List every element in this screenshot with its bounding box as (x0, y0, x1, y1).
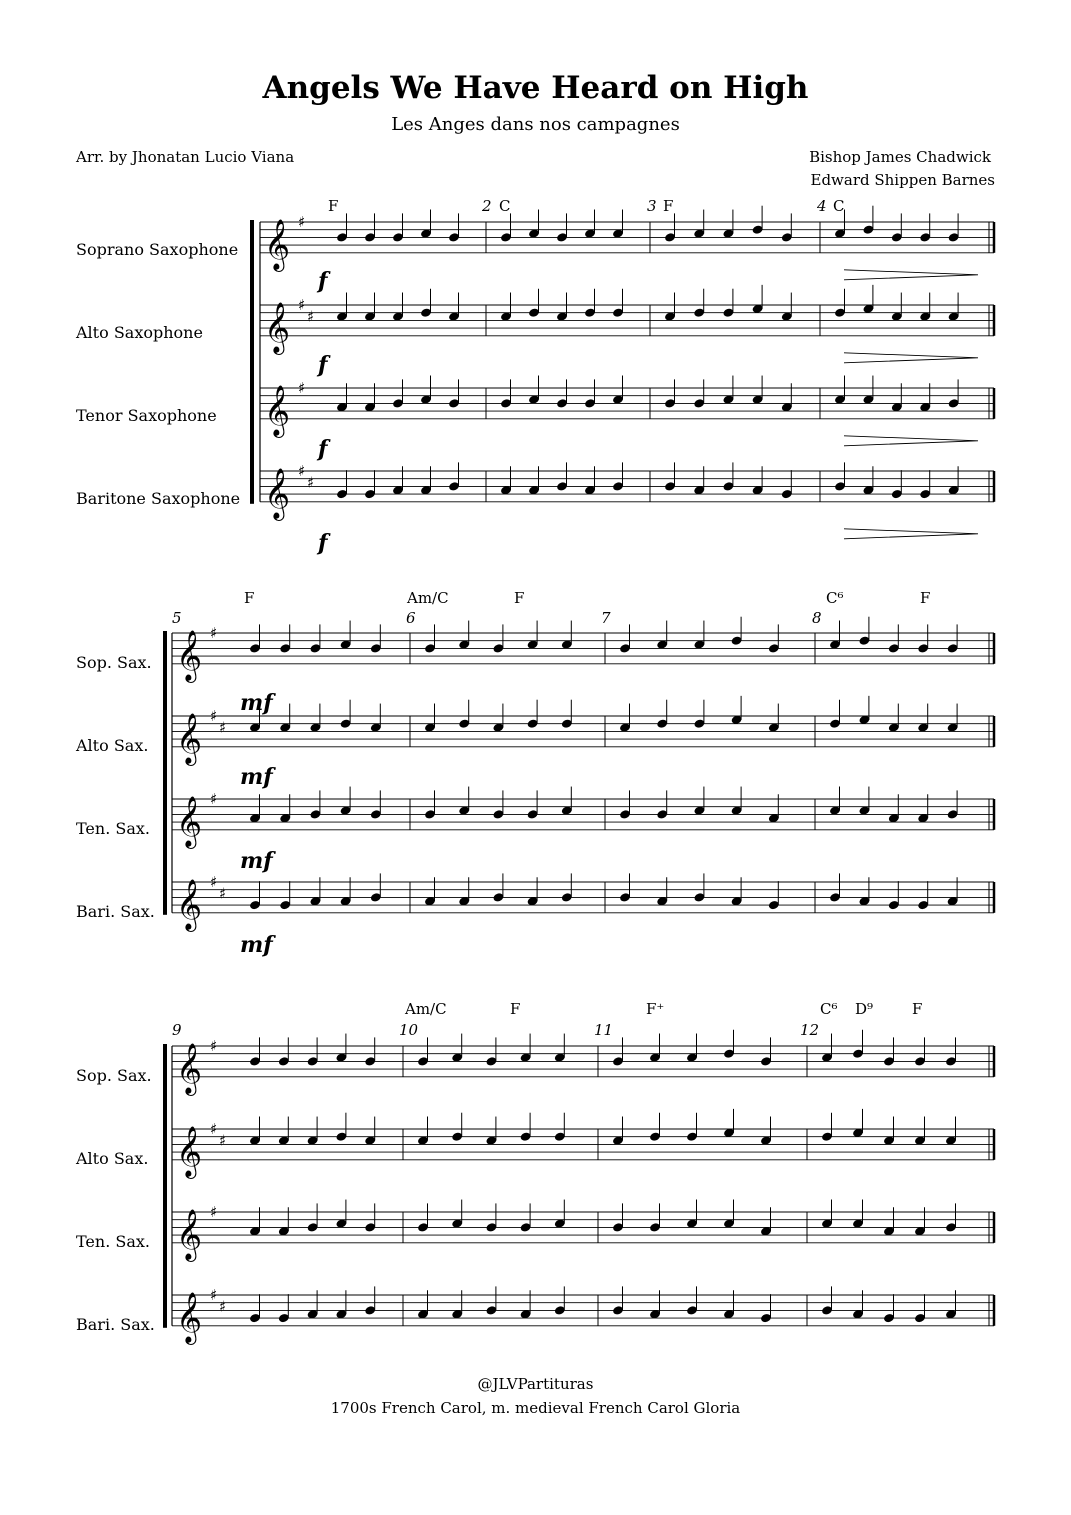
treble-clef-icon: 𝄞 (176, 878, 203, 930)
sharp-icon: ♯ (219, 1297, 227, 1316)
sharp-icon: ♯ (298, 296, 306, 314)
sharp-icon: ♯ (210, 707, 218, 725)
system-bracket (163, 631, 167, 915)
chord-symbol: F (912, 1000, 923, 1018)
measure-number: 3 (647, 197, 657, 215)
sharp-icon: ♯ (210, 624, 218, 642)
score-title: Angels We Have Heard on High (262, 70, 809, 106)
treble-clef-icon: 𝄞 (264, 467, 291, 519)
dynamic-marking: mf (240, 932, 273, 958)
system-bracket (250, 220, 254, 504)
sharp-icon: ♯ (298, 462, 306, 480)
dynamic-marking: f (318, 352, 328, 378)
sharp-icon: ♯ (210, 1120, 218, 1138)
sharp-icon: ♯ (210, 1037, 218, 1055)
chord-symbol: D⁹ (855, 1000, 874, 1018)
composer-credit-2: Edward Shippen Barnes (810, 171, 995, 189)
sharp-icon: ♯ (307, 307, 315, 326)
instrument-label-tenor: Ten. Sax. (76, 1232, 150, 1251)
instrument-label-baritone: Bari. Sax. (76, 902, 155, 921)
treble-clef-icon: 𝄞 (176, 1125, 203, 1177)
measure-number: 5 (172, 609, 182, 627)
chord-symbol: F (510, 1000, 521, 1018)
sharp-icon: ♯ (210, 1203, 218, 1221)
measure-number: 10 (399, 1021, 419, 1039)
chord-symbol: F (328, 197, 339, 215)
treble-clef-icon: 𝄞 (176, 1208, 203, 1260)
measure-number: 8 (812, 609, 822, 627)
chord-symbol: F (244, 589, 255, 607)
treble-clef-icon: 𝄞 (176, 1291, 203, 1343)
instrument-label-alto: Alto Sax. (76, 736, 149, 755)
footer-credit: @JLVPartituras (477, 1375, 594, 1393)
chord-symbol: F⁺ (646, 1000, 665, 1018)
sharp-icon: ♯ (219, 884, 227, 903)
treble-clef-icon: 𝄞 (176, 712, 203, 764)
instrument-label-alto: Alto Sax. (76, 1149, 149, 1168)
measure-number: 2 (482, 197, 492, 215)
instrument-label-soprano: Sop. Sax. (76, 653, 152, 672)
treble-clef-icon: 𝄞 (176, 1042, 203, 1094)
measure-number: 4 (817, 197, 827, 215)
score-subtitle: Les Anges dans nos campagnes (391, 114, 680, 135)
dynamic-marking: mf (240, 690, 273, 716)
chord-symbol: Am/C (405, 1000, 447, 1018)
treble-clef-icon: 𝄞 (176, 795, 203, 847)
decrescendo-hairpin (844, 270, 978, 280)
instrument-label-soprano: Soprano Saxophone (76, 240, 239, 259)
measure-number: 11 (594, 1021, 614, 1039)
treble-clef-icon: 𝄞 (264, 384, 291, 436)
sharp-icon: ♯ (298, 213, 306, 231)
arranger-credit: Arr. by Jhonatan Lucio Viana (76, 148, 295, 166)
measure-number: 12 (800, 1021, 820, 1039)
sharp-icon: ♯ (219, 1131, 227, 1150)
measure-number: 9 (172, 1021, 182, 1039)
chord-symbol: F (663, 197, 674, 215)
instrument-label-tenor: Tenor Saxophone (76, 406, 217, 425)
chord-symbol: F (514, 589, 525, 607)
chord-symbol: C (833, 197, 845, 215)
chord-symbol: Am/C (407, 589, 449, 607)
instrument-label-baritone: Bari. Sax. (76, 1315, 155, 1334)
instrument-label-soprano: Sop. Sax. (76, 1066, 152, 1085)
measure-number: 7 (601, 609, 611, 627)
dynamic-marking: f (318, 436, 328, 462)
instrument-label-baritone: Baritone Saxophone (76, 489, 241, 508)
decrescendo-hairpin (844, 529, 978, 539)
instrument-label-tenor: Ten. Sax. (76, 819, 150, 838)
chord-symbol: C⁶ (826, 589, 844, 607)
measure-number: 6 (406, 609, 416, 627)
decrescendo-hairpin (844, 436, 978, 446)
dynamic-marking: f (318, 268, 328, 294)
decrescendo-hairpin (844, 353, 978, 363)
system-bracket (163, 1044, 167, 1328)
sharp-icon: ♯ (210, 790, 218, 808)
dynamic-marking: mf (240, 848, 273, 874)
sharp-icon: ♯ (298, 379, 306, 397)
sharp-icon: ♯ (210, 1286, 218, 1304)
composer-credit-1: Bishop James Chadwick (809, 148, 991, 166)
chord-symbol: F (920, 589, 931, 607)
chord-symbol: C (499, 197, 511, 215)
dynamic-marking: mf (240, 764, 273, 790)
treble-clef-icon: 𝄞 (176, 629, 203, 681)
dynamic-marking: f (318, 530, 328, 556)
treble-clef-icon: 𝄞 (264, 218, 291, 270)
sharp-icon: ♯ (219, 718, 227, 737)
chord-symbol: C⁶ (820, 1000, 838, 1018)
sharp-icon: ♯ (307, 473, 315, 492)
sharp-icon: ♯ (210, 873, 218, 891)
treble-clef-icon: 𝄞 (264, 301, 291, 353)
instrument-label-alto: Alto Saxophone (76, 323, 203, 342)
footer-source: 1700s French Carol, m. medieval French Carol Gloria (330, 1399, 741, 1417)
